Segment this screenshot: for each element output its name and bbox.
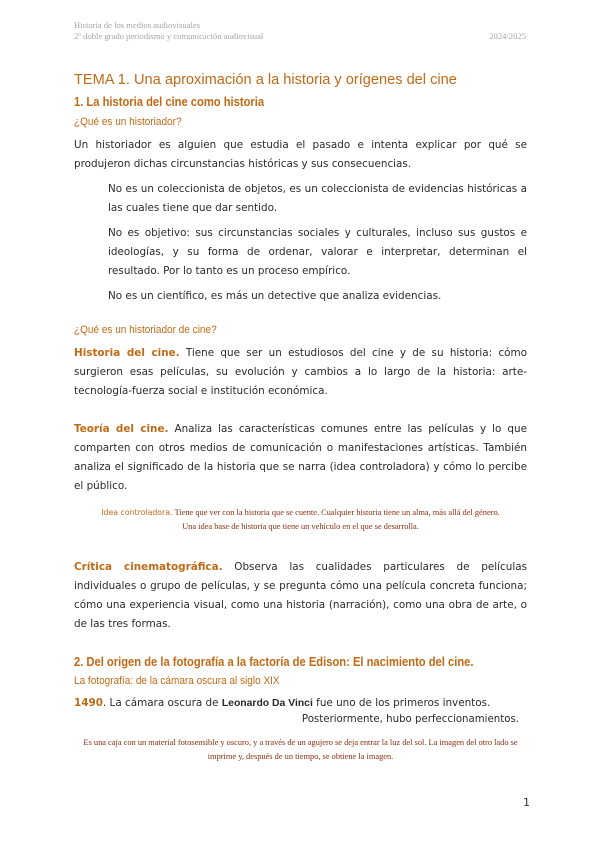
camara-oscura-note: Es una caja con un material fotosensible y oscuro, y a través de un agujero se deja entrar la luz del sol. La imagen del otro lado se imprime y, después de un tiempo, se obtiene la imagen.: [83, 738, 518, 761]
historiador-point-3: No es un científico, es más un detective que analiza evidencias.: [108, 290, 442, 302]
header-year: 2024/2025: [489, 31, 526, 41]
historiador-definition: Un historiador es alguien que estudia el pasado e intenta explicar por qué se produjeron dichas circunstancias históricas y sus consecuencias.: [74, 139, 527, 170]
critica-paragraph: [74, 558, 527, 634]
note-lead: Idea controladora.: [101, 508, 173, 517]
teoria-keyword: Teoría del cine.: [74, 423, 169, 435]
note-text: Tiene que ver con la historia que se cuente. Cualquier historia tiene un alma, más allá del género. Una idea base de historia que tiene un vehículo en el que se desarrolla.: [172, 508, 500, 531]
teoria-del-cine-paragraph: [74, 420, 527, 496]
camara-text-a: . La cámara oscura de: [102, 697, 222, 709]
historia-text: Tiene que ser un estudiosos del cine y de su historia: cómo surgieron esas películas, su evolución y cambios a lo largo de la historia: arte-tecnología-fuerza social e institución económica.: [74, 347, 527, 397]
perfeccionamientos-note: Posteriormente, hubo perfeccionamientos.: [301, 714, 519, 725]
critica-text: Observa las cualidades particulares de películas individuales o grupo de películas, y se pregunta cómo una película concreta funciona; cómo una experiencia visual, como una historia (narración), como una obra de arte, o de las tres formas.: [74, 561, 527, 630]
historia-keyword: Historia del cine.: [74, 347, 180, 359]
historiador-point-1: No es un coleccionista de objetos, es un coleccionista de evidencias históricas a las cuales tiene que dar sentido.: [108, 183, 527, 214]
historiador-point-2: No es objetivo: sus circunstancias sociales y culturales, incluso sus gustos e ideologías, y su forma de ordenar, valorar e interpretar, determinan el resultado. Por lo tanto es un proceso empírico.: [108, 227, 527, 277]
question-historiador: ¿Qué es un historiador?: [74, 116, 182, 128]
question-historiador-cine: ¿Qué es un historiador de cine?: [74, 324, 217, 336]
page-header: [74, 20, 526, 42]
header-degree: 2º doble grado periodismo y comunicación audiovisual: [74, 31, 264, 41]
section1-title: 1. La historia del cine como historia: [74, 94, 265, 109]
document-body: [74, 72, 527, 764]
tema-title: TEMA 1. Una aproximación a la historia y orígenes del cine: [74, 72, 457, 88]
header-course: Historia de los medios audiovisuales: [74, 20, 201, 30]
teoria-text: Analiza las características comunes entre las películas y lo que comparten con otros medios de comunicación o manifestaciones artísticas. También analiza el significado de la historia que se narra (idea controladora) y cómo lo percibe el público.: [74, 423, 527, 492]
section2-title: 2. Del origen de la fotografía a la factoría de Edison: El nacimiento del cine.: [74, 654, 474, 669]
historia-del-cine-paragraph: [74, 344, 527, 401]
idea-controladora-note: [74, 506, 527, 534]
camara-oscura-paragraph: [74, 695, 527, 712]
camara-text-b: fue uno de los primeros inventos.: [312, 697, 491, 709]
leonardo-name: Leonardo Da Vinci: [221, 698, 313, 709]
year-1490: 1490: [74, 697, 103, 709]
page-number: 1: [523, 796, 530, 809]
section2-subtitle: La fotografía: de la cámara oscura al siglo XIX: [74, 675, 280, 687]
critica-keyword: Crítica cinematográfica.: [74, 561, 223, 573]
